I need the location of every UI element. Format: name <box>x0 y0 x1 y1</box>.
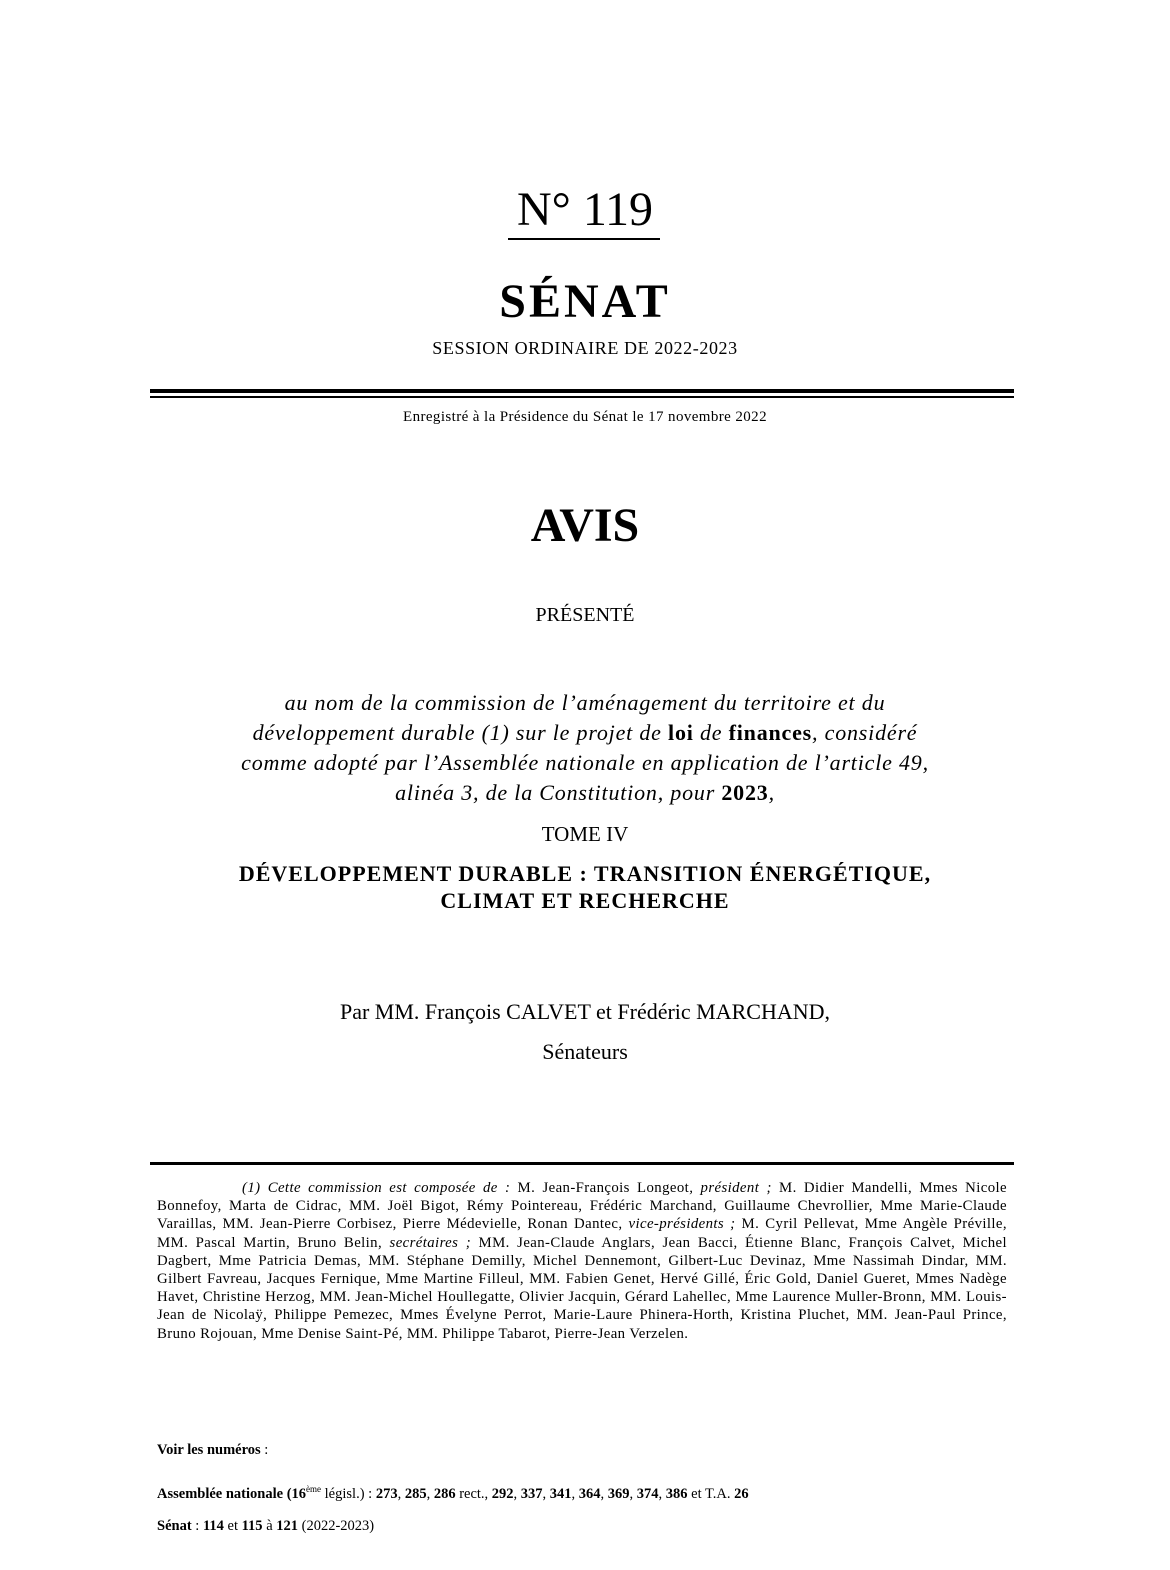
assemblee-legis: législ.) : <box>321 1486 376 1502</box>
ref-sep: : <box>191 1518 203 1534</box>
senat-label: Sénat <box>157 1518 192 1534</box>
see-numbers <box>157 1440 268 1460</box>
see-numbers-label: Voir les numéros <box>157 1442 261 1458</box>
presented-label: PRÉSENTÉ <box>535 604 635 626</box>
intro-text: , <box>768 780 775 805</box>
footnote-president-name: M. Jean-François Longeot <box>510 1180 690 1196</box>
ref-sep: , <box>542 1486 550 1502</box>
intro-bold-loi: loi <box>668 720 694 745</box>
ref-number: 341 <box>549 1486 572 1502</box>
ref-sep: et T.A. <box>687 1486 735 1502</box>
footnote-commission <box>157 1179 1007 1343</box>
ref-sep: rect., <box>455 1486 492 1502</box>
intro-bold-year: 2023 <box>721 780 769 805</box>
footnote-rule <box>150 1162 1014 1165</box>
authors-role: Sénateurs <box>542 1039 628 1064</box>
session-label: SESSION ORDINAIRE DE 2022-2023 <box>432 338 738 358</box>
ref-sep: et <box>223 1518 242 1534</box>
topic-line-2: CLIMAT ET RECHERCHE <box>440 888 730 913</box>
intro-text: de <box>693 720 729 745</box>
ref-sep: , <box>513 1486 521 1502</box>
ref-sep: , <box>629 1486 637 1502</box>
intro-line-1: au nom de la commission de l’aménagement du territoire et du <box>284 690 886 715</box>
assemblee-references <box>157 1484 749 1504</box>
ref-number: 337 <box>520 1486 543 1502</box>
tome-label: TOME IV <box>541 822 629 846</box>
intro-paragraph <box>0 688 1170 808</box>
footnote-secretary-role: secrétaires ; <box>382 1234 472 1251</box>
ref-number: 374 <box>636 1486 659 1502</box>
ref-number: 369 <box>607 1486 630 1502</box>
intro-line-4 <box>0 778 1170 808</box>
intro-text: , considéré <box>812 720 918 745</box>
ref-number: 26 <box>734 1486 749 1502</box>
number-underline <box>508 238 660 240</box>
ref-number: 286 <box>433 1486 456 1502</box>
ref-sep: , <box>571 1486 579 1502</box>
see-numbers-colon: : <box>260 1442 269 1458</box>
ref-number: 386 <box>665 1486 688 1502</box>
ref-sep: , <box>658 1486 666 1502</box>
assemblee-label: Assemblée nationale <box>157 1486 284 1502</box>
ref-number: 114 <box>202 1518 224 1534</box>
intro-text: développement durable (1) sur le projet de <box>252 720 669 745</box>
footnote-vice-names: M. Didier Mandelli, Mmes Nicole Bonnefoy, Marta de Cidrac, MM. Joël Bigot, Rémy Pointereau, Frédéric Marchand, Guillaume Chevrollier, Mme Marie-Claude Varaillas, MM. Jean-Pierre Corbisez, Pierre Médevielle, Ronan Dantec, <box>157 1180 1008 1233</box>
intro-line-2 <box>0 718 1170 748</box>
ref-number: 285 <box>404 1486 427 1502</box>
senat-references <box>157 1516 374 1536</box>
ref-sep: à <box>262 1518 277 1534</box>
ref-number: 115 <box>241 1518 263 1534</box>
assemblee-paren: (16 <box>283 1486 307 1502</box>
ref-number: 273 <box>375 1486 398 1502</box>
institution-title: SÉNAT <box>499 275 671 328</box>
document-type: AVIS <box>530 499 640 552</box>
authors-line: Par MM. François CALVET et Frédéric MARCHAND, <box>339 999 831 1024</box>
topic-title <box>0 860 1170 914</box>
footnote-secretary-names: M. Cyril Pellevat, Mme Angèle Préville, MM. Pascal Martin, Bruno Belin, <box>157 1216 1008 1251</box>
intro-bold-finances: finances <box>728 720 813 745</box>
ref-session: (2022-2023) <box>298 1518 375 1534</box>
topic-line-1: DÉVELOPPEMENT DURABLE : TRANSITION ÉNERGÉTIQUE, <box>238 861 932 886</box>
footnote-president-role: , président ; <box>689 1180 772 1196</box>
footnote-vice-role: vice-présidents ; <box>622 1216 736 1233</box>
intro-line-3: comme adopté par l’Assemblée nationale en application de l’article 49, <box>241 750 929 775</box>
document-number: N° 119 <box>516 183 654 236</box>
double-rule-thin <box>150 396 1014 398</box>
assemblee-sup: ème <box>306 1484 322 1495</box>
ref-number: 292 <box>491 1486 514 1502</box>
footnote-indent <box>157 1180 242 1196</box>
ref-sep: , <box>426 1486 434 1502</box>
double-rule-thick <box>150 389 1014 393</box>
ref-sep: , <box>600 1486 608 1502</box>
intro-text: alinéa 3, de la Constitution, pour <box>395 780 722 805</box>
ref-sep: , <box>397 1486 405 1502</box>
footnote-lead: (1) Cette commission est composée de : <box>242 1180 511 1196</box>
footnote-members: MM. Jean-Claude Anglars, Jean Bacci, Étienne Blanc, François Calvet, Michel Dagbert, Mme Patricia Demas, MM. Stéphane Demilly, Michel Dennemont, Gilbert-Luc Devinaz, Mme Nassimah Dindar, MM. Gilbert Favreau, Jacques Fernique, Mme Martine Filleul, MM. Fabien Genet, Hervé Gillé, Éric Gold, Daniel Gueret, Mmes Nadège Havet, Christine Herzog, MM. Jean-Michel Houllegatte, Olivier Jacquin, Gérard Lahellec, Mme Laurence Muller-Bronn, MM. Louis-Jean de Nicolaÿ, Philippe Pemezec, Mmes Évelyne Perrot, Marie-Laure Phinera-Horth, Kristina Pluchet, MM. Jean-Paul Prince, Bruno Rojouan, Mme Denise Saint-Pé, MM. Philippe Tabarot, Pierre-Jean Verzelen. <box>157 1234 1007 1342</box>
registration-date: Enregistré à la Présidence du Sénat le 17 novembre 2022 <box>403 409 767 425</box>
ref-number: 121 <box>276 1518 298 1534</box>
ref-number: 364 <box>578 1486 601 1502</box>
